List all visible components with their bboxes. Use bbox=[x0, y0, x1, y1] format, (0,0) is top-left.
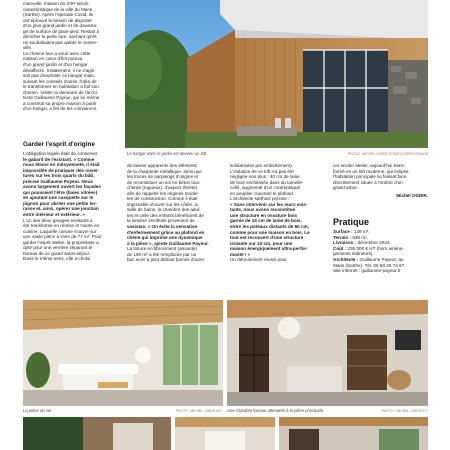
bedroom-office-image bbox=[227, 300, 428, 406]
text-line: tures sur les trois quarts du bâti, bbox=[23, 173, 95, 179]
text-line: bureau de ce grand salon-séjour. bbox=[23, 250, 91, 256]
pratique-title: Pratique bbox=[333, 217, 370, 227]
text-line: négligée non plus : 40 cm de laine bbox=[230, 174, 300, 180]
text-line: collé, augmenté d'un contreplaqué bbox=[230, 185, 301, 191]
text-line: Un déroulement réussi pour bbox=[230, 257, 287, 263]
text-line: la lumière zénithale provenant de bbox=[127, 218, 195, 224]
text-line: précise Guillaume Payeur. Nous bbox=[23, 178, 93, 184]
main-photo bbox=[125, 0, 428, 148]
text-line: de laisser apparents des éléments bbox=[127, 163, 197, 168]
bedroom-office-photo bbox=[227, 300, 428, 406]
pratique-label: Architecte : bbox=[333, 256, 359, 262]
text-line: impossible de pratiquer des ouver- bbox=[23, 167, 100, 173]
bottom-strip-image-3 bbox=[279, 417, 428, 450]
body-column-4 bbox=[333, 163, 428, 198]
col3-paragraph bbox=[230, 163, 328, 263]
text-line: L'obligation légale était de conserver bbox=[23, 151, 98, 156]
pratique-value: Mans (Sarthe). Tél. 06 50 26 74 67. bbox=[333, 262, 406, 268]
text-line: l'habitation principale lui faisant face, bbox=[333, 174, 408, 180]
text-line: comme pour une maison en bois. Le bbox=[230, 229, 310, 235]
text-line: formé en un loft moderne, qui éclipse bbox=[333, 168, 409, 174]
pratique-label: Terrain : bbox=[333, 234, 352, 240]
text-line: Dans le même sens, elle a choisi bbox=[23, 256, 91, 262]
col4-paragraph bbox=[333, 163, 428, 191]
pratique-value: gements intérieurs). bbox=[333, 251, 374, 257]
text-line: isolante sur 10 cm, pour une bbox=[230, 240, 293, 246]
body-column-1 bbox=[23, 151, 121, 262]
text-line: de la charpente métallique, ainsi que bbox=[127, 168, 202, 174]
text-line: solidarisées par emboîtement). bbox=[230, 163, 294, 168]
pratique-value: Guillaume Payeur, au bbox=[358, 256, 404, 262]
living-room-image bbox=[23, 300, 223, 406]
text-line: avons largement ouvert les façades bbox=[23, 184, 101, 190]
text-line: chêne qui imprime une dynamique bbox=[127, 235, 203, 241]
text-line: d'un hangar, a fini de les convaincre. bbox=[23, 106, 98, 112]
living-room-photo bbox=[23, 300, 223, 406]
text-line: suivant les conseils d'amis, l'idée de bbox=[23, 78, 97, 84]
text-line: mancelle, maison du XIXᵉ siècle bbox=[23, 1, 89, 6]
text-line: a construit sa propre maison à partir bbox=[23, 100, 97, 106]
text-line: d'un plus grand jardin et de davanta- bbox=[23, 23, 98, 29]
pratique-label: Coût : bbox=[333, 245, 347, 251]
text-line: ge de surface de plain-pied. Restait à bbox=[23, 28, 100, 34]
text-line: caractéristique de la ville du Mans bbox=[23, 6, 93, 12]
text-line: une vaste pièce à vivre de 77 m². Pour bbox=[23, 234, 102, 240]
text-line: L'isolation de ce loft n'a pas été bbox=[230, 168, 294, 174]
text-line: afin de rappeler les origines moder- bbox=[127, 190, 200, 196]
text-line: entre les poteaux distants de 60 cm, bbox=[230, 224, 309, 230]
text-line: d'un grand jardin et d'un hangar bbox=[23, 62, 88, 68]
text-line: grand arbre. bbox=[333, 185, 359, 191]
text-line: chardé (rugueux), d'aspect ébrétel, bbox=[127, 185, 199, 191]
text-line: La chance leur a souri avec cette bbox=[23, 50, 91, 56]
text-line: de bois enchâssée dans du lamellé- bbox=[230, 179, 304, 185]
text-line: de reconstituer un sol en béton bou- bbox=[127, 179, 201, 185]
bottom-strip-image-1 bbox=[23, 417, 171, 450]
main-photo-credit: PHOTO : MICHEL OGIER-STUDIO OGIER-FRANCE bbox=[347, 152, 428, 156]
text-line: en peuplier couvrant le plafond. bbox=[230, 190, 295, 196]
text-line: nous étions en mitoyenneté, il était bbox=[23, 162, 100, 168]
text-line: une structure en ossature bois bbox=[230, 212, 298, 218]
bottom-strip-photo-1 bbox=[23, 417, 171, 450]
pratique-value: 235 000 € HT (hors aména- bbox=[346, 245, 404, 251]
pratique-value: Site internet : guillaume-payeur.fr bbox=[333, 268, 401, 274]
text-line: qui pouvaient l'être (baies vitrées) bbox=[23, 189, 98, 195]
text-line: en ajoutant une casquette sur le bbox=[23, 195, 94, 201]
text-line: (Sarthe). Après l'épisode Covid, ils bbox=[23, 12, 94, 18]
text-line: pignon pour abriter une petite ter- bbox=[23, 200, 98, 206]
pratique-list bbox=[333, 229, 428, 274]
text-line: ville. bbox=[23, 45, 33, 51]
text-line: discrètement située à l'ombre d'un bbox=[333, 179, 403, 185]
text-line: tants, nous avons reconstitué bbox=[230, 207, 296, 213]
text-line: tout est recouvert d'une structure bbox=[230, 235, 304, 241]
text-line: entre intérieur et extérieur. » bbox=[23, 212, 85, 218]
text-line: tes de construction. Comme il était bbox=[127, 196, 198, 202]
text-line: chemin. Visiter la demeure de l'archi- bbox=[23, 89, 99, 95]
body-paragraph bbox=[23, 151, 121, 262]
text-line: bac acier à joint debout (lames d'acier bbox=[127, 257, 205, 263]
text-line: garder l'esprit atelier, la propriétaire a bbox=[23, 239, 99, 245]
text-line: La toiture en fibrociment (amiante) bbox=[127, 246, 197, 252]
text-line: « Sans intervenir sur les murs exis- bbox=[230, 201, 308, 207]
author-signature: Michel OGIER. bbox=[396, 192, 428, 198]
text-line: L'un des deux garages existants a bbox=[23, 217, 93, 223]
text-line: sait pas d'exploiter ce hangar mais, bbox=[23, 73, 95, 79]
pratique-box bbox=[333, 217, 428, 297]
text-line: à la pièce », ajoute Guillaume Payeur. bbox=[127, 240, 209, 246]
col2-paragraph bbox=[127, 163, 225, 263]
text-line: vasistas. « On évite la sensation bbox=[127, 224, 198, 230]
living-room-credit: PHOTO : MICHEL OGIER-S.F. bbox=[175, 409, 222, 413]
intro-paragraph bbox=[23, 1, 121, 112]
text-line: maison en cœur d'îlot pourvu bbox=[23, 56, 83, 62]
text-line: L'architecte sarthois précise : bbox=[230, 196, 290, 202]
text-line: d'enfermement grâce au plafond en bbox=[127, 229, 205, 235]
main-photo-caption: Le hangar dans le jardin est devenu un loft. bbox=[127, 151, 208, 156]
text-line: rasse et, ainsi, opérer une jonction bbox=[23, 206, 99, 212]
bottom-strip-photo-3 bbox=[279, 417, 428, 450]
text-line: ont éprouvé le besoin de disposer bbox=[23, 17, 92, 23]
pratique-label: Surface : bbox=[333, 229, 353, 234]
pratique-item bbox=[333, 268, 428, 274]
text-line: les traces de parpaings d'origine et bbox=[127, 174, 199, 180]
text-line: tecte Guillaume Payeur, qui lui-même bbox=[23, 95, 100, 101]
text-line: le transformer en habitation a fait son bbox=[23, 84, 99, 90]
text-line: le gabarit de l'existant. « Comme bbox=[23, 156, 95, 162]
text-line: ne souhaitaient pas quitter le centre- bbox=[23, 39, 98, 45]
pratique-value: décembre 2024. bbox=[356, 240, 391, 246]
text-line: désaffecté. Initialement, il ne s'agis- bbox=[23, 67, 96, 73]
text-line: été transformé en remise et l'autre en bbox=[23, 223, 100, 229]
pratique-label: Livraison : bbox=[333, 240, 357, 246]
section-subhead: Garder l'esprit d'origine bbox=[23, 141, 95, 148]
text-line: cuisine. Laquelle cuisine s'ouvre sur bbox=[23, 228, 97, 234]
text-line: tes et celle des enfants bénéficient de bbox=[127, 212, 204, 218]
bottom-strip-image-2 bbox=[175, 417, 275, 450]
living-room-caption: La pièce de vie. bbox=[23, 408, 53, 413]
hangar-loft-exterior-image bbox=[125, 0, 428, 148]
text-line: garnie de 14 cm de laine de bois, bbox=[230, 218, 302, 224]
text-line: de 190 m² a été remplacée par un bbox=[127, 251, 197, 257]
bottom-strip-photo-2 bbox=[175, 417, 275, 450]
bedroom-office-caption: Une chambre bureau attenante à la pièce principale. bbox=[227, 408, 325, 413]
text-line: opté pour une verrière séparant le bbox=[23, 245, 93, 251]
text-line: mante ! » bbox=[230, 251, 251, 257]
intro-column bbox=[23, 1, 121, 112]
pratique-value: 638 m². bbox=[351, 234, 368, 240]
bedroom-office-credit: PHOTO : MICHEL OGIER-S.F. bbox=[381, 409, 428, 413]
text-line: cet ancien atelier, aujourd'hui trans- bbox=[333, 163, 406, 168]
text-line: salle de bains, la chambre des adul- bbox=[127, 207, 201, 213]
body-column-2 bbox=[127, 163, 225, 263]
text-line: dénicher la perle rare, sachant qu'ils bbox=[23, 34, 97, 40]
body-column-3 bbox=[230, 163, 328, 263]
pratique-value: 149 m². bbox=[352, 229, 370, 234]
text-line: impossible d'ouvrir sur les côtés, la bbox=[127, 201, 199, 207]
text-line: maison énergiquement ultra-perfor- bbox=[230, 246, 308, 252]
